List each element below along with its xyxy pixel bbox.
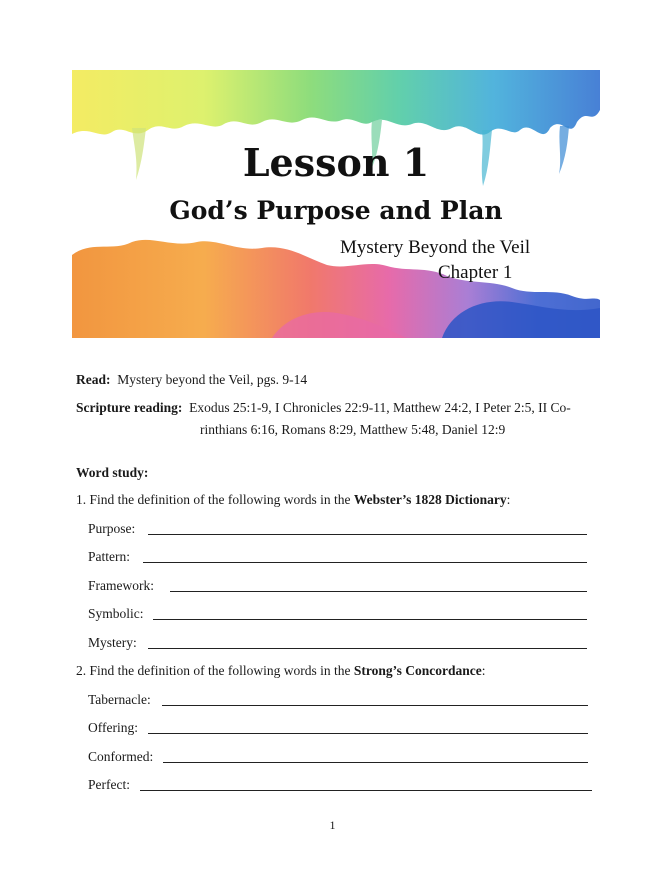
purpose-answer-line[interactable] — [148, 534, 587, 535]
scripture-line2: rinthians 6:16, Romans 8:29, Matthew 5:48, Daniel 12:9 — [200, 422, 506, 437]
framework-answer-line[interactable] — [170, 591, 587, 592]
word-framework-label: Framework: — [88, 578, 154, 593]
section1-suffix: : — [506, 492, 511, 507]
word-offering-label: Offering: — [88, 720, 138, 735]
watercolor-banner — [72, 70, 600, 338]
offering-answer-line[interactable] — [148, 733, 588, 734]
book-title: Mystery Beyond the Veil — [340, 237, 531, 258]
word-tabernacle-label: Tabernacle: — [88, 692, 151, 707]
word-perfect-label: Perfect: — [88, 777, 130, 792]
word-mystery-label: Mystery: — [88, 635, 137, 650]
section2-prefix: 2. Find the definition of the following words in the — [76, 663, 354, 678]
book-chapter: Chapter 1 — [438, 262, 513, 283]
scripture-line1: Exodus 25:1-9, I Chronicles 22:9-11, Matthew 24:2, I Peter 2:5, II Co- — [189, 400, 571, 415]
section2-suffix: : — [481, 663, 486, 678]
word-conformed-label: Conformed: — [88, 749, 154, 764]
conformed-answer-line[interactable] — [163, 762, 588, 763]
symbolic-answer-line[interactable] — [153, 619, 587, 620]
section2-source: Strong’s Concordance — [353, 663, 482, 678]
page-number: 1 — [329, 818, 336, 832]
read-line — [76, 371, 307, 389]
section1-source: Webster’s 1828 Dictionary — [353, 492, 507, 507]
read-label: Read: — [76, 372, 111, 387]
section1-prefix: 1. Find the definition of the following words in the — [76, 492, 354, 507]
mystery-answer-line[interactable] — [148, 648, 587, 649]
read-text: Mystery beyond the Veil, pgs. 9-14 — [117, 372, 308, 387]
tabernacle-answer-line[interactable] — [162, 705, 588, 706]
word-purpose-label: Purpose: — [88, 521, 136, 536]
lesson-subtitle: God’s Purpose and Plan — [169, 196, 503, 225]
section1-instruction — [76, 491, 510, 509]
word-symbolic-label: Symbolic: — [88, 606, 144, 621]
section2-instruction — [76, 662, 486, 680]
word-pattern-label: Pattern: — [88, 549, 130, 564]
lesson-title: Lesson 1 — [242, 140, 430, 185]
pattern-answer-line[interactable] — [143, 562, 587, 563]
word-study-label: Word study: — [76, 465, 149, 480]
scripture-label: Scripture reading: — [76, 400, 183, 415]
scripture-line — [76, 399, 571, 417]
perfect-answer-line[interactable] — [140, 790, 592, 791]
